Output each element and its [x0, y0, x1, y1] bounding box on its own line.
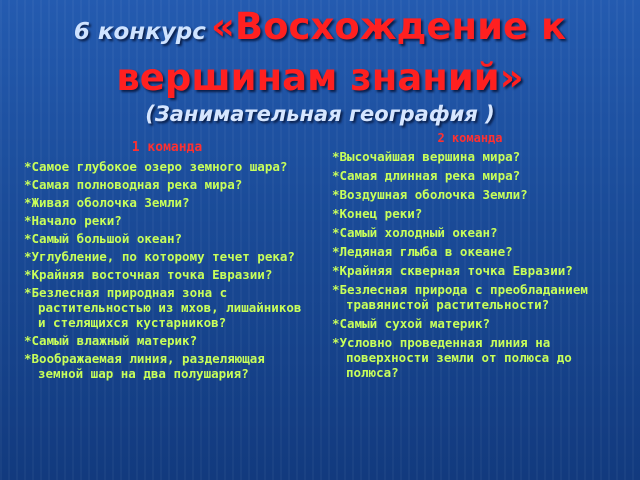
team-2-heading: 2 команда — [437, 131, 503, 145]
list-item: *Ледяная глыба в океане? — [332, 244, 513, 259]
title-main-part-2: вершинам знаний» — [116, 56, 524, 99]
list-item: *Крайняя скверная точка Евразии? — [332, 263, 573, 278]
title-main-part-1: «Восхождение к — [210, 5, 567, 48]
list-item: *Воздушная оболочка Земли? — [332, 187, 528, 202]
list-item: *Высочайшая вершина мира? — [332, 149, 521, 164]
list-item: *Безлесная природная зона с растительностью из мхов, лишайников и стелящихся кустарников? — [24, 285, 302, 330]
list-item: *Воображаемая линия, разделяющая земной шар на два полушария? — [24, 351, 265, 381]
list-item: *Самый сухой материк? — [332, 316, 491, 331]
team-2-question-list — [330, 149, 610, 380]
list-item: *Самая длинная река мира? — [332, 168, 521, 183]
list-item: *Самая полноводная река мира? — [24, 177, 243, 192]
list-item: *Самый большой океан? — [24, 231, 183, 246]
list-item: *Живая оболочка Земли? — [24, 195, 190, 210]
list-item: *Самый холодный океан? — [332, 225, 498, 240]
title-line-1 — [0, 4, 640, 57]
list-item: *Начало реки? — [24, 213, 122, 228]
title-prefix: 6 конкурс — [73, 19, 206, 45]
list-item: *Углубление, по которому течет река? — [24, 249, 295, 264]
list-item: *Конец реки? — [332, 206, 423, 221]
list-item: *Самый влажный материк? — [24, 333, 198, 348]
slide-title — [0, 4, 640, 129]
list-item: *Крайняя восточная точка Евразии? — [24, 267, 273, 282]
list-item: *Условно проведенная линия на поверхности земли от полюса до полюса? — [332, 335, 572, 380]
list-item: *Безлесная природа с преобладанием травянистой растительности? — [332, 282, 588, 312]
team-2-column — [330, 131, 610, 384]
team-1-heading: 1 команда — [131, 140, 203, 155]
list-item: *Самое глубокое озеро земного шара? — [24, 159, 288, 174]
team-1-question-list — [22, 159, 312, 381]
team-1-column — [22, 140, 312, 384]
slide-subtitle: (Занимательная география ) — [145, 102, 495, 126]
